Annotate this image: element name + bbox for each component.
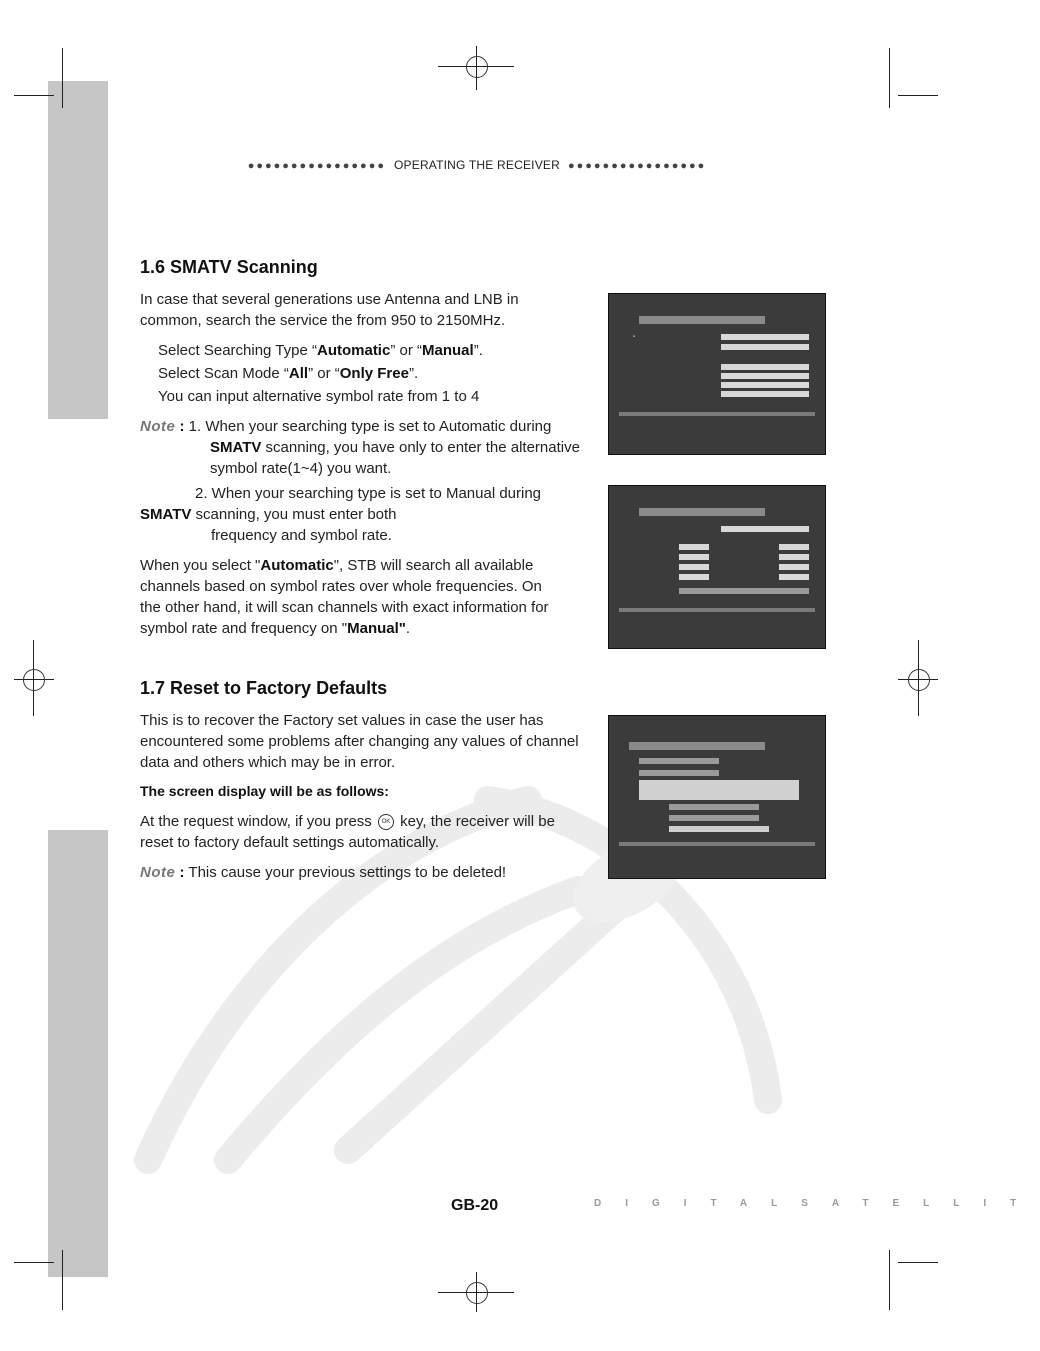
smatv-step-1: Select Searching Type “Automatic” or “Manual”.: [158, 342, 483, 359]
crop-mark-icon: [898, 95, 938, 96]
running-header: [0, 158, 954, 172]
note-label: Note: [140, 418, 176, 435]
screenshot-smatv-automatic: ▪: [608, 293, 826, 455]
smatv-note-2-end: frequency and symbol rate.: [211, 527, 392, 544]
registration-mark-icon: [23, 669, 45, 691]
screenshot-factory-reset: [608, 715, 826, 879]
factory-reset-note: Note : This cause your previous settings to be deleted!: [140, 864, 507, 881]
smatv-note-1-end: symbol rate(1~4) you want.: [210, 460, 392, 477]
smatv-note-1-cont: SMATV scanning, you have only to enter the alternative: [210, 439, 580, 456]
smatv-step-3: You can input alternative symbol rate from 1 to 4: [158, 388, 480, 405]
header-dots-left: ●●●●●●●●●●●●●●●●: [247, 160, 386, 172]
section-title-factory-reset: 1.7 Reset to Factory Defaults: [140, 678, 388, 698]
ok-key-icon: OK: [378, 814, 394, 830]
note-label: Note: [140, 864, 176, 881]
crop-mark-icon: [14, 1262, 54, 1263]
crop-mark-icon: [889, 48, 890, 108]
smatv-intro: In case that several generations use Antenna and LNB in common, search the service the from 950 to 2150MHz.: [140, 291, 519, 329]
sidebar-band-top: [48, 81, 108, 419]
smatv-note-2: 2. When your searching type is set to Manual during: [195, 485, 542, 502]
factory-reset-subhead: The screen display will be as follows:: [140, 783, 389, 799]
smatv-note-2-cont: SMATV scanning, you must enter both: [140, 506, 397, 523]
factory-reset-intro: This is to recover the Factory set values in case the user has encountered some problems after changing any values of channel data and others which may be in error.: [140, 712, 579, 771]
registration-mark-icon: [466, 56, 488, 78]
section-title-smatv: 1.6 SMATV Scanning: [140, 257, 318, 277]
brand-text: DIGITALSATELLIT: [594, 1198, 1040, 1209]
crop-mark-icon: [889, 1250, 890, 1310]
registration-mark-icon: [466, 1282, 488, 1304]
sidebar-band-bottom: [48, 830, 108, 1277]
smatv-note-1: Note : 1. When your searching type is set to Automatic during: [140, 418, 552, 435]
header-dots-right: ●●●●●●●●●●●●●●●●: [567, 160, 707, 172]
smatv-step-2: Select Scan Mode “All” or “Only Free”.: [158, 365, 419, 382]
crop-mark-icon: [14, 95, 54, 96]
crop-mark-icon: [62, 1250, 63, 1310]
crop-mark-icon: [62, 48, 63, 108]
screenshot-smatv-manual: [608, 485, 826, 649]
factory-reset-para: At the request window, if you press OK key, the receiver will be reset to factory default settings automatically.: [140, 813, 555, 851]
registration-mark-icon: [908, 669, 930, 691]
page-number: GB-20: [451, 1197, 499, 1214]
crop-mark-icon: [898, 1262, 938, 1263]
smatv-automatic-para: When you select "Automatic", STB will search all available channels based on symbol rates over whole frequencies. On the other hand, it will scan channels with exact information for symbol rate and frequency on "Manual".: [140, 557, 549, 637]
header-title: OPERATING THE RECEIVER: [394, 158, 560, 172]
